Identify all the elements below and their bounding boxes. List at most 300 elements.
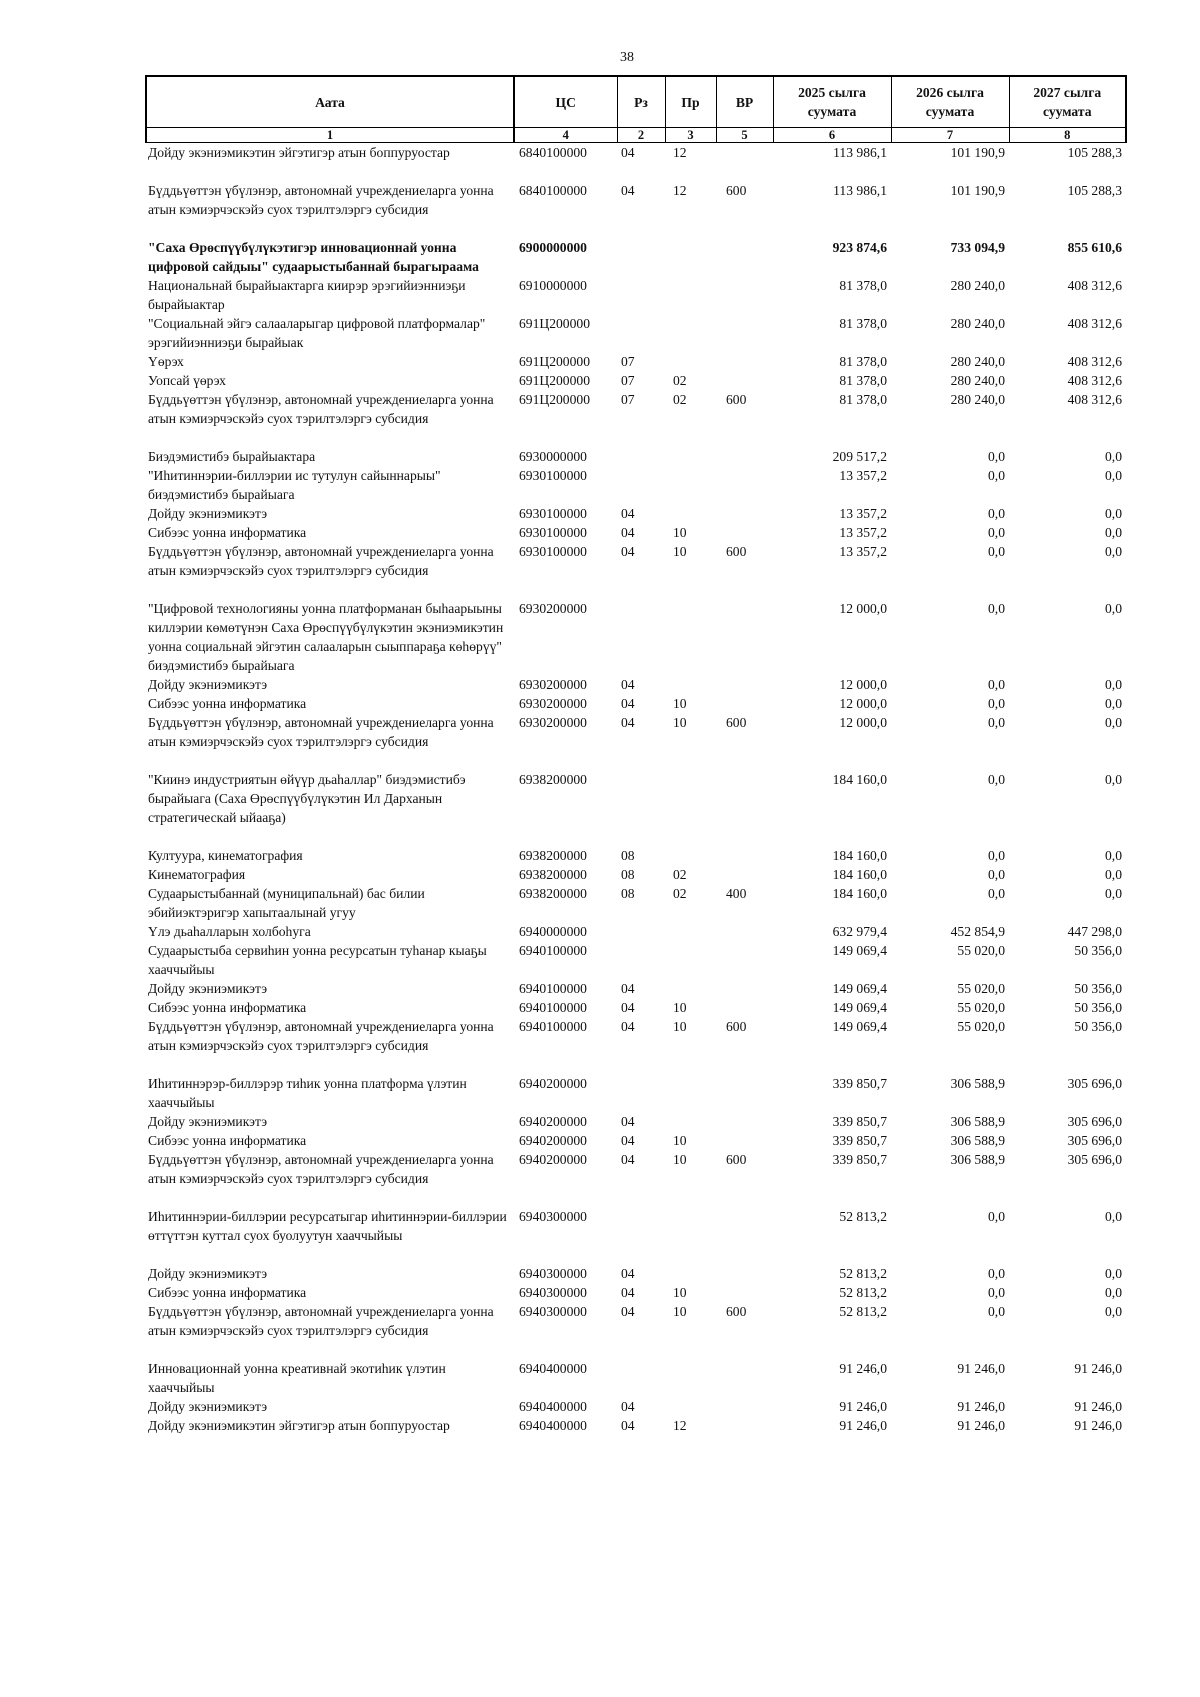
budget-table [145,75,1127,1435]
row-vr [716,1112,773,1131]
row-amount-2026: 91 246,0 [957,1418,1005,1433]
row-cs-code: 6940400000 [519,1361,587,1376]
row-rz: 07 [621,373,635,388]
row-cs-code: 6940200000 [519,1133,587,1148]
table-body [146,143,1126,1436]
row-amount-2027: 50 356,0 [1074,1019,1122,1034]
row-amount-2027: 305 696,0 [1067,1114,1122,1129]
row-vr: 400 [726,886,747,901]
row-pr: 12 [673,145,687,160]
row-cs-code: 6940300000 [519,1285,587,1300]
row-name: Дойду экэниэмикэтэ [148,677,268,692]
row-amount-2026: 0,0 [988,506,1005,521]
row-name: Сибээс уонна информатика [148,525,307,540]
row-name: Уопсай үөрэх [148,373,226,388]
row-pr: 02 [673,373,687,388]
table-row [146,675,1126,694]
row-pr: 12 [673,183,687,198]
row-pr: 10 [673,1285,687,1300]
row-pr [665,1074,716,1112]
row-name: Дойду экэниэмикэтэ [148,1114,268,1129]
row-amount-2026: 280 240,0 [950,392,1005,407]
row-amount-2027: 91 246,0 [1074,1418,1122,1433]
row-amount-2025: 184 160,0 [832,886,887,901]
row-amount-2027: 408 312,6 [1067,373,1122,388]
column-header-2027: 2027 сылга суумата [1009,76,1126,128]
row-amount-2027: 105 288,3 [1067,183,1122,198]
row-amount-2027: 408 312,6 [1067,392,1122,407]
row-cs-code: 6930100000 [519,468,587,483]
column-header-2026: 2026 сылга суумата [891,76,1009,128]
row-cs-code: 6930200000 [519,696,587,711]
spacer-cell [146,1055,1126,1074]
row-name: "Иһитиннэрии-биллэрии ис тутулун сайыннарыы" биэдэмистибэ бырайыага [148,468,441,502]
row-vr [716,276,773,314]
column-number: 4 [514,128,617,143]
table-row [146,865,1126,884]
row-name: Дойду экэниэмикэтэ [148,1266,268,1281]
row-pr [665,941,716,979]
row-amount-2026: 452 854,9 [950,924,1005,939]
row-rz [617,238,665,276]
row-vr [716,941,773,979]
row-amount-2025: 339 850,7 [832,1152,887,1167]
column-number: 5 [716,128,773,143]
table-row [146,1150,1126,1188]
row-vr: 600 [726,544,747,559]
row-rz [617,314,665,352]
row-amount-2025: 339 850,7 [832,1133,887,1148]
row-vr: 600 [726,392,747,407]
row-amount-2027: 408 312,6 [1067,278,1122,293]
table-row [146,599,1126,675]
row-spacer [146,827,1126,846]
row-vr: 600 [726,1152,747,1167]
row-amount-2026: 280 240,0 [950,316,1005,331]
row-cs-code: 6940100000 [519,943,587,958]
row-name: Үөрэх [148,354,184,369]
row-amount-2025: 149 069,4 [832,943,887,958]
row-pr: 10 [673,544,687,559]
row-amount-2025: 632 979,4 [832,924,887,939]
row-vr [716,143,773,163]
row-pr [665,1264,716,1283]
row-amount-2027: 91 246,0 [1074,1361,1122,1376]
row-pr: 02 [673,886,687,901]
row-name: "Киинэ индустриятын өйүүр дьаһаллар" биэдэмистибэ бырайыага (Саха Өрөспүүбүлүкэтин Ил Дарханын стратегическай ыйааҕа) [148,772,466,825]
column-number: 8 [1009,128,1126,143]
column-header-rz: Рз [617,76,665,128]
row-cs-code: 6940300000 [519,1209,587,1224]
table-row [146,1131,1126,1150]
row-vr [716,447,773,466]
row-amount-2026: 280 240,0 [950,354,1005,369]
row-name: Үлэ дьаһалларын холбоһуга [148,924,311,939]
row-amount-2025: 13 357,2 [839,506,887,521]
row-pr [665,1112,716,1131]
row-pr [665,276,716,314]
row-pr [665,1397,716,1416]
row-rz: 04 [621,1019,635,1034]
row-cs-code: 6938200000 [519,867,587,882]
spacer-cell [146,580,1126,599]
row-amount-2025: 91 246,0 [839,1361,887,1376]
row-amount-2026: 280 240,0 [950,278,1005,293]
row-amount-2026: 0,0 [988,468,1005,483]
row-name: Кинематография [148,867,246,882]
row-name: Судаарыстыба сервиһин уонна ресурсатын туһанар кыаҕы хааччыйыы [148,943,487,977]
row-name: "Цифровой технологияны уонна платформанан быһаарыыны киллэрии көмөтүнэн Саха Өрөспүүбүлүкэтин экэниэмикэтин уонна социальнай эйгэтин салааларын сыыппараҕа көһөрүү" биэдэмистибэ бырайыага [148,601,504,673]
row-amount-2025: 91 246,0 [839,1418,887,1433]
column-number: 7 [891,128,1009,143]
table-row [146,846,1126,865]
row-amount-2026: 55 020,0 [957,1000,1005,1015]
row-spacer [146,219,1126,238]
row-amount-2025: 52 813,2 [839,1304,887,1319]
row-amount-2027: 0,0 [1105,886,1122,901]
row-cs-code: 6930200000 [519,715,587,730]
row-rz [617,276,665,314]
row-amount-2025: 81 378,0 [839,354,887,369]
table-row [146,1397,1126,1416]
row-amount-2027: 0,0 [1105,1285,1122,1300]
row-amount-2025: 339 850,7 [832,1114,887,1129]
row-amount-2026: 101 190,9 [950,145,1005,160]
row-vr [716,1131,773,1150]
column-header-vr: ВР [716,76,773,128]
row-amount-2025: 12 000,0 [839,677,887,692]
row-name: Судаарыстыбаннай (муниципальнай) бас билии эбийиэктэригэр хапытаалынай угуу [148,886,425,920]
row-rz: 04 [621,696,635,711]
row-amount-2025: 81 378,0 [839,278,887,293]
table-row [146,713,1126,751]
row-amount-2026: 0,0 [988,449,1005,464]
row-amount-2025: 113 986,1 [833,183,887,198]
row-cs-code: 6930000000 [519,449,587,464]
row-vr [716,1264,773,1283]
row-pr [665,1359,716,1397]
row-amount-2025: 13 357,2 [839,468,887,483]
row-cs-code: 691Ц200000 [519,354,590,369]
page-number: 38 [620,50,634,65]
row-pr [665,846,716,865]
table-row [146,884,1126,922]
row-spacer [146,580,1126,599]
row-vr [716,523,773,542]
row-name: Дойду экэниэмикэтин эйгэтигэр атын боппуруостар [148,145,450,160]
row-name: Бүддьүөттэн үбүлэнэр, автономнай учреждениеларга уонна атын кэмиэрчэскэйэ суох тэрилтэлэргэ субсидия [148,544,494,578]
row-pr [665,504,716,523]
row-name: Бүддьүөттэн үбүлэнэр, автономнай учреждениеларга уонна атын кэмиэрчэскэйэ суох тэрилтэлэргэ субсидия [148,715,494,749]
row-amount-2027: 0,0 [1105,867,1122,882]
row-vr [716,979,773,998]
row-name: Бүддьүөттэн үбүлэнэр, автономнай учреждениеларга уонна атын кэмиэрчэскэйэ суох тэрилтэлэргэ субсидия [148,1304,494,1338]
row-amount-2025: 12 000,0 [839,715,887,730]
row-rz: 04 [621,1285,635,1300]
row-amount-2025: 184 160,0 [832,772,887,787]
row-pr: 10 [673,1152,687,1167]
row-amount-2026: 0,0 [988,715,1005,730]
column-header-pr: Пр [665,76,716,128]
row-cs-code: 6940300000 [519,1266,587,1281]
row-amount-2027: 305 696,0 [1067,1076,1122,1091]
table-row [146,181,1126,219]
row-rz: 08 [621,867,635,882]
row-amount-2026: 280 240,0 [950,373,1005,388]
row-amount-2025: 184 160,0 [832,867,887,882]
row-pr [665,352,716,371]
spacer-cell [146,751,1126,770]
row-vr [716,504,773,523]
row-amount-2026: 0,0 [988,848,1005,863]
row-rz [617,770,665,827]
row-vr [716,352,773,371]
row-amount-2026: 0,0 [988,696,1005,711]
row-cs-code: 691Ц200000 [519,392,590,407]
row-rz: 04 [621,544,635,559]
row-cs-code: 6940200000 [519,1114,587,1129]
row-cs-code: 6840100000 [519,183,587,198]
row-amount-2026: 55 020,0 [957,1019,1005,1034]
row-name: Сибээс уонна информатика [148,1133,307,1148]
row-name: Сибээс уонна информатика [148,1000,307,1015]
table-row [146,447,1126,466]
table-row [146,1207,1126,1245]
row-amount-2025: 52 813,2 [839,1209,887,1224]
spacer-cell [146,1188,1126,1207]
row-spacer [146,1245,1126,1264]
row-pr: 10 [673,1019,687,1034]
column-header-cs: ЦС [514,76,617,128]
table-row [146,770,1126,827]
row-name: Дойду экэниэмикэтэ [148,506,268,521]
row-rz: 08 [621,886,635,901]
row-pr [665,675,716,694]
row-amount-2027: 0,0 [1105,468,1122,483]
row-amount-2027: 0,0 [1105,544,1122,559]
row-rz: 04 [621,1304,635,1319]
row-name: "Социальнай эйгэ салааларыгар цифровой платформалар" эрэгийиэнниэҕи бырайыак [148,316,486,350]
row-vr: 600 [726,715,747,730]
row-amount-2026: 0,0 [988,772,1005,787]
row-vr [716,846,773,865]
row-rz: 07 [621,392,635,407]
table-row [146,504,1126,523]
row-vr [716,675,773,694]
row-amount-2027: 408 312,6 [1067,354,1122,369]
row-amount-2025: 184 160,0 [832,848,887,863]
row-rz: 04 [621,677,635,692]
row-cs-code: 6930200000 [519,601,587,616]
row-vr [716,599,773,675]
row-cs-code: 691Ц200000 [519,316,590,331]
row-amount-2026: 0,0 [988,1304,1005,1319]
table-row [146,143,1126,163]
spacer-cell [146,827,1126,846]
row-rz [617,1359,665,1397]
row-amount-2026: 306 588,9 [950,1114,1005,1129]
row-amount-2027: 105 288,3 [1067,145,1122,160]
row-pr [665,314,716,352]
table-row [146,941,1126,979]
row-vr [716,371,773,390]
column-header-2025: 2025 сылга суумата [773,76,891,128]
row-vr [716,865,773,884]
row-vr [716,314,773,352]
row-cs-code: 6940400000 [519,1399,587,1414]
spacer-cell [146,219,1126,238]
table-row [146,352,1126,371]
row-rz [617,447,665,466]
row-rz: 04 [621,1266,635,1281]
row-amount-2025: 13 357,2 [839,525,887,540]
row-pr [665,1207,716,1245]
row-name: Дойду экэниэмикэтэ [148,1399,268,1414]
row-spacer [146,1340,1126,1359]
row-amount-2026: 0,0 [988,544,1005,559]
row-amount-2027: 0,0 [1105,715,1122,730]
row-amount-2027: 91 246,0 [1074,1399,1122,1414]
row-amount-2027: 0,0 [1105,677,1122,692]
row-cs-code: 6930100000 [519,525,587,540]
row-rz: 04 [621,1114,635,1129]
row-rz [617,599,665,675]
row-amount-2025: 149 069,4 [832,1000,887,1015]
row-pr: 10 [673,696,687,711]
row-amount-2026: 0,0 [988,1285,1005,1300]
row-amount-2027: 0,0 [1105,525,1122,540]
row-amount-2025: 91 246,0 [839,1399,887,1414]
table-row [146,1283,1126,1302]
row-rz [617,1074,665,1112]
row-name: Инновационнай уонна креативнай экотиһик үлэтин хааччыйыы [148,1361,446,1395]
table-row [146,1264,1126,1283]
row-cs-code: 6940100000 [519,1019,587,1034]
row-rz: 04 [621,715,635,730]
row-amount-2026: 306 588,9 [950,1133,1005,1148]
row-pr: 10 [673,1304,687,1319]
row-rz: 08 [621,848,635,863]
row-spacer [146,751,1126,770]
row-name: Бүддьүөттэн үбүлэнэр, автономнай учреждениеларга уонна атын кэмиэрчэскэйэ суох тэрилтэлэргэ субсидия [148,1152,494,1186]
row-cs-code: 6910000000 [519,278,587,293]
row-amount-2027: 0,0 [1105,696,1122,711]
row-amount-2027: 408 312,6 [1067,316,1122,331]
row-cs-code: 6940200000 [519,1152,587,1167]
table-row [146,276,1126,314]
row-amount-2027: 305 696,0 [1067,1133,1122,1148]
row-cs-code: 6938200000 [519,886,587,901]
row-name: Дойду экэниэмикэтин эйгэтигэр атын боппуруостар [148,1418,450,1433]
row-vr: 600 [726,1304,747,1319]
spacer-cell [146,162,1126,181]
row-pr: 02 [673,867,687,882]
row-pr: 10 [673,1000,687,1015]
row-pr: 12 [673,1418,687,1433]
row-name: "Саха Өрөспүүбүлүкэтигэр инновационнай уонна цифровой сайдыы" судаарыстыбаннай бырагыраама [148,240,479,274]
column-header-name: Аата [146,76,514,128]
row-vr [716,770,773,827]
table-row [146,1017,1126,1055]
row-name: Сибээс уонна информатика [148,1285,307,1300]
row-amount-2025: 149 069,4 [832,981,887,996]
table-row [146,1074,1126,1112]
table-row [146,979,1126,998]
row-pr: 10 [673,1133,687,1148]
table-row [146,542,1126,580]
row-amount-2025: 149 069,4 [832,1019,887,1034]
row-amount-2027: 50 356,0 [1074,1000,1122,1015]
row-name: Култуура, кинематография [148,848,303,863]
row-vr [716,466,773,504]
spacer-cell [146,428,1126,447]
row-amount-2025: 209 517,2 [832,449,887,464]
table-header [146,76,1126,143]
row-vr [716,1359,773,1397]
row-vr [716,998,773,1017]
row-amount-2027: 0,0 [1105,1304,1122,1319]
table-row [146,390,1126,428]
row-amount-2027: 0,0 [1105,506,1122,521]
spacer-cell [146,1245,1126,1264]
row-amount-2026: 0,0 [988,677,1005,692]
row-cs-code: 6940100000 [519,981,587,996]
row-rz: 04 [621,1000,635,1015]
table-row [146,1112,1126,1131]
row-amount-2025: 923 874,6 [832,240,887,255]
row-amount-2026: 91 246,0 [957,1361,1005,1376]
row-pr [665,447,716,466]
row-name: Биэдэмистибэ бырайыактара [148,449,316,464]
row-amount-2025: 81 378,0 [839,373,887,388]
row-rz: 04 [621,981,635,996]
row-name: Иһитиннэрии-биллэрии ресурсатыгар иһитиннэрии-биллэрии өттүттэн куттал суох буолуутун хааччыйыы [148,1209,507,1243]
row-vr [716,1416,773,1435]
row-name: Бүддьүөттэн үбүлэнэр, автономнай учреждениеларга уонна атын кэмиэрчэскэйэ суох тэрилтэлэргэ субсидия [148,183,494,217]
row-vr [716,922,773,941]
row-spacer [146,428,1126,447]
row-amount-2025: 113 986,1 [833,145,887,160]
row-rz: 04 [621,183,635,198]
row-amount-2027: 0,0 [1105,1266,1122,1281]
row-spacer [146,1055,1126,1074]
row-amount-2026: 0,0 [988,601,1005,616]
row-cs-code: 6940400000 [519,1418,587,1433]
table-row [146,694,1126,713]
row-pr [665,979,716,998]
row-pr [665,599,716,675]
row-amount-2025: 13 357,2 [839,544,887,559]
row-amount-2026: 55 020,0 [957,981,1005,996]
table-row [146,314,1126,352]
row-pr: 10 [673,715,687,730]
row-rz: 04 [621,1418,635,1433]
row-amount-2025: 52 813,2 [839,1285,887,1300]
row-amount-2025: 339 850,7 [832,1076,887,1091]
row-pr [665,466,716,504]
row-cs-code: 6930200000 [519,677,587,692]
row-name: Иһитиннэрэр-биллэрэр тиһик уонна платформа үлэтин хааччыйыы [148,1076,467,1110]
row-name: Бүддьүөттэн үбүлэнэр, автономнай учреждениеларга уонна атын кэмиэрчэскэйэ суох тэрилтэлэргэ субсидия [148,392,494,426]
row-cs-code: 6940200000 [519,1076,587,1091]
row-amount-2026: 0,0 [988,867,1005,882]
row-spacer [146,1188,1126,1207]
row-rz: 04 [621,145,635,160]
table-row [146,1416,1126,1435]
row-name: Бүддьүөттэн үбүлэнэр, автономнай учреждениеларга уонна атын кэмиэрчэскэйэ суох тэрилтэлэргэ субсидия [148,1019,494,1053]
row-amount-2027: 0,0 [1105,848,1122,863]
row-rz: 04 [621,1152,635,1167]
